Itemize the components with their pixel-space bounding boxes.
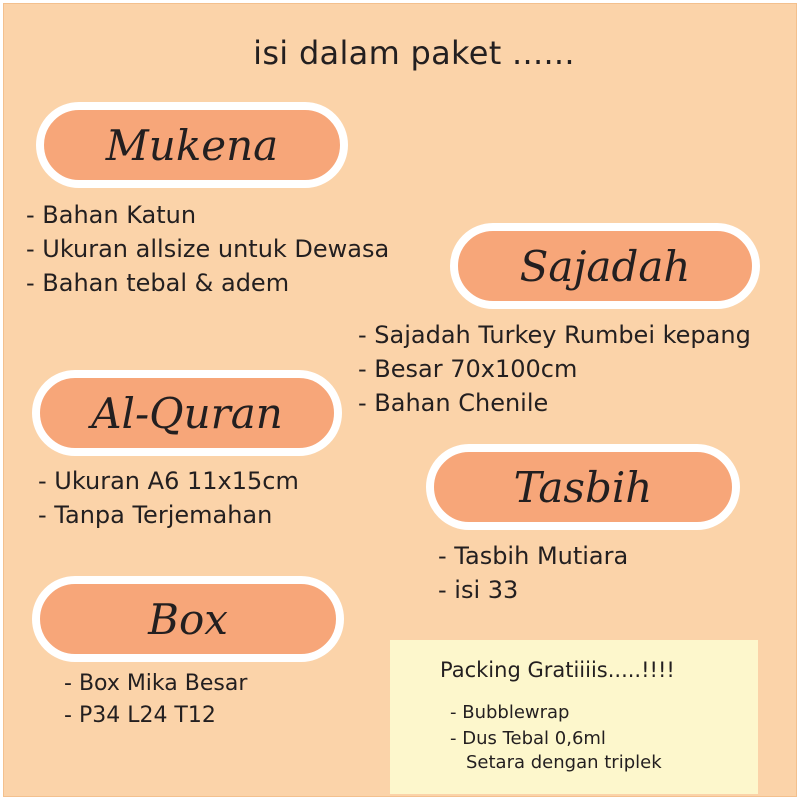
list-item: - Tanpa Terjemahan <box>38 498 299 532</box>
list-item: - Besar 70x100cm <box>358 352 751 386</box>
mukena-heading <box>36 102 348 188</box>
list-item: - Ukuran allsize untuk Dewasa <box>26 232 389 266</box>
alquran-list <box>38 464 299 532</box>
sajadah-heading <box>450 223 760 309</box>
page-title: isi dalam paket ...... <box>253 34 575 72</box>
sajadah-list <box>358 318 751 420</box>
list-item: - Box Mika Besar <box>64 668 247 700</box>
packing-title: Packing Gratiiiis.....!!!! <box>440 658 675 682</box>
list-item: - Bahan Chenile <box>358 386 751 420</box>
packing-info-box <box>390 640 758 794</box>
sajadah-heading-label: Sajadah <box>519 241 691 291</box>
mukena-list <box>26 198 389 300</box>
box-heading <box>32 576 344 662</box>
tasbih-heading-label: Tasbih <box>513 462 653 512</box>
list-item: - Dus Tebal 0,6ml <box>450 726 606 752</box>
list-item: - Tasbih Mutiara <box>438 539 628 573</box>
packing-list <box>450 700 606 752</box>
list-item: - Ukuran A6 11x15cm <box>38 464 299 498</box>
tasbih-heading <box>426 444 740 530</box>
tasbih-list <box>438 539 628 607</box>
list-item: - P34 L24 T12 <box>64 700 247 732</box>
list-item: - Bahan tebal & adem <box>26 266 389 300</box>
mukena-heading-label: Mukena <box>105 120 279 170</box>
alquran-heading <box>32 370 342 456</box>
list-item: - Sajadah Turkey Rumbei kepang <box>358 318 751 352</box>
product-info-card <box>3 3 797 797</box>
list-item: - isi 33 <box>438 573 628 607</box>
alquran-heading-label: Al-Quran <box>91 388 283 438</box>
box-list <box>64 668 247 732</box>
list-item: - Bahan Katun <box>26 198 389 232</box>
list-item: - Bubblewrap <box>450 700 606 726</box>
box-heading-label: Box <box>148 594 228 644</box>
packing-note: Setara dengan triplek <box>466 752 662 773</box>
